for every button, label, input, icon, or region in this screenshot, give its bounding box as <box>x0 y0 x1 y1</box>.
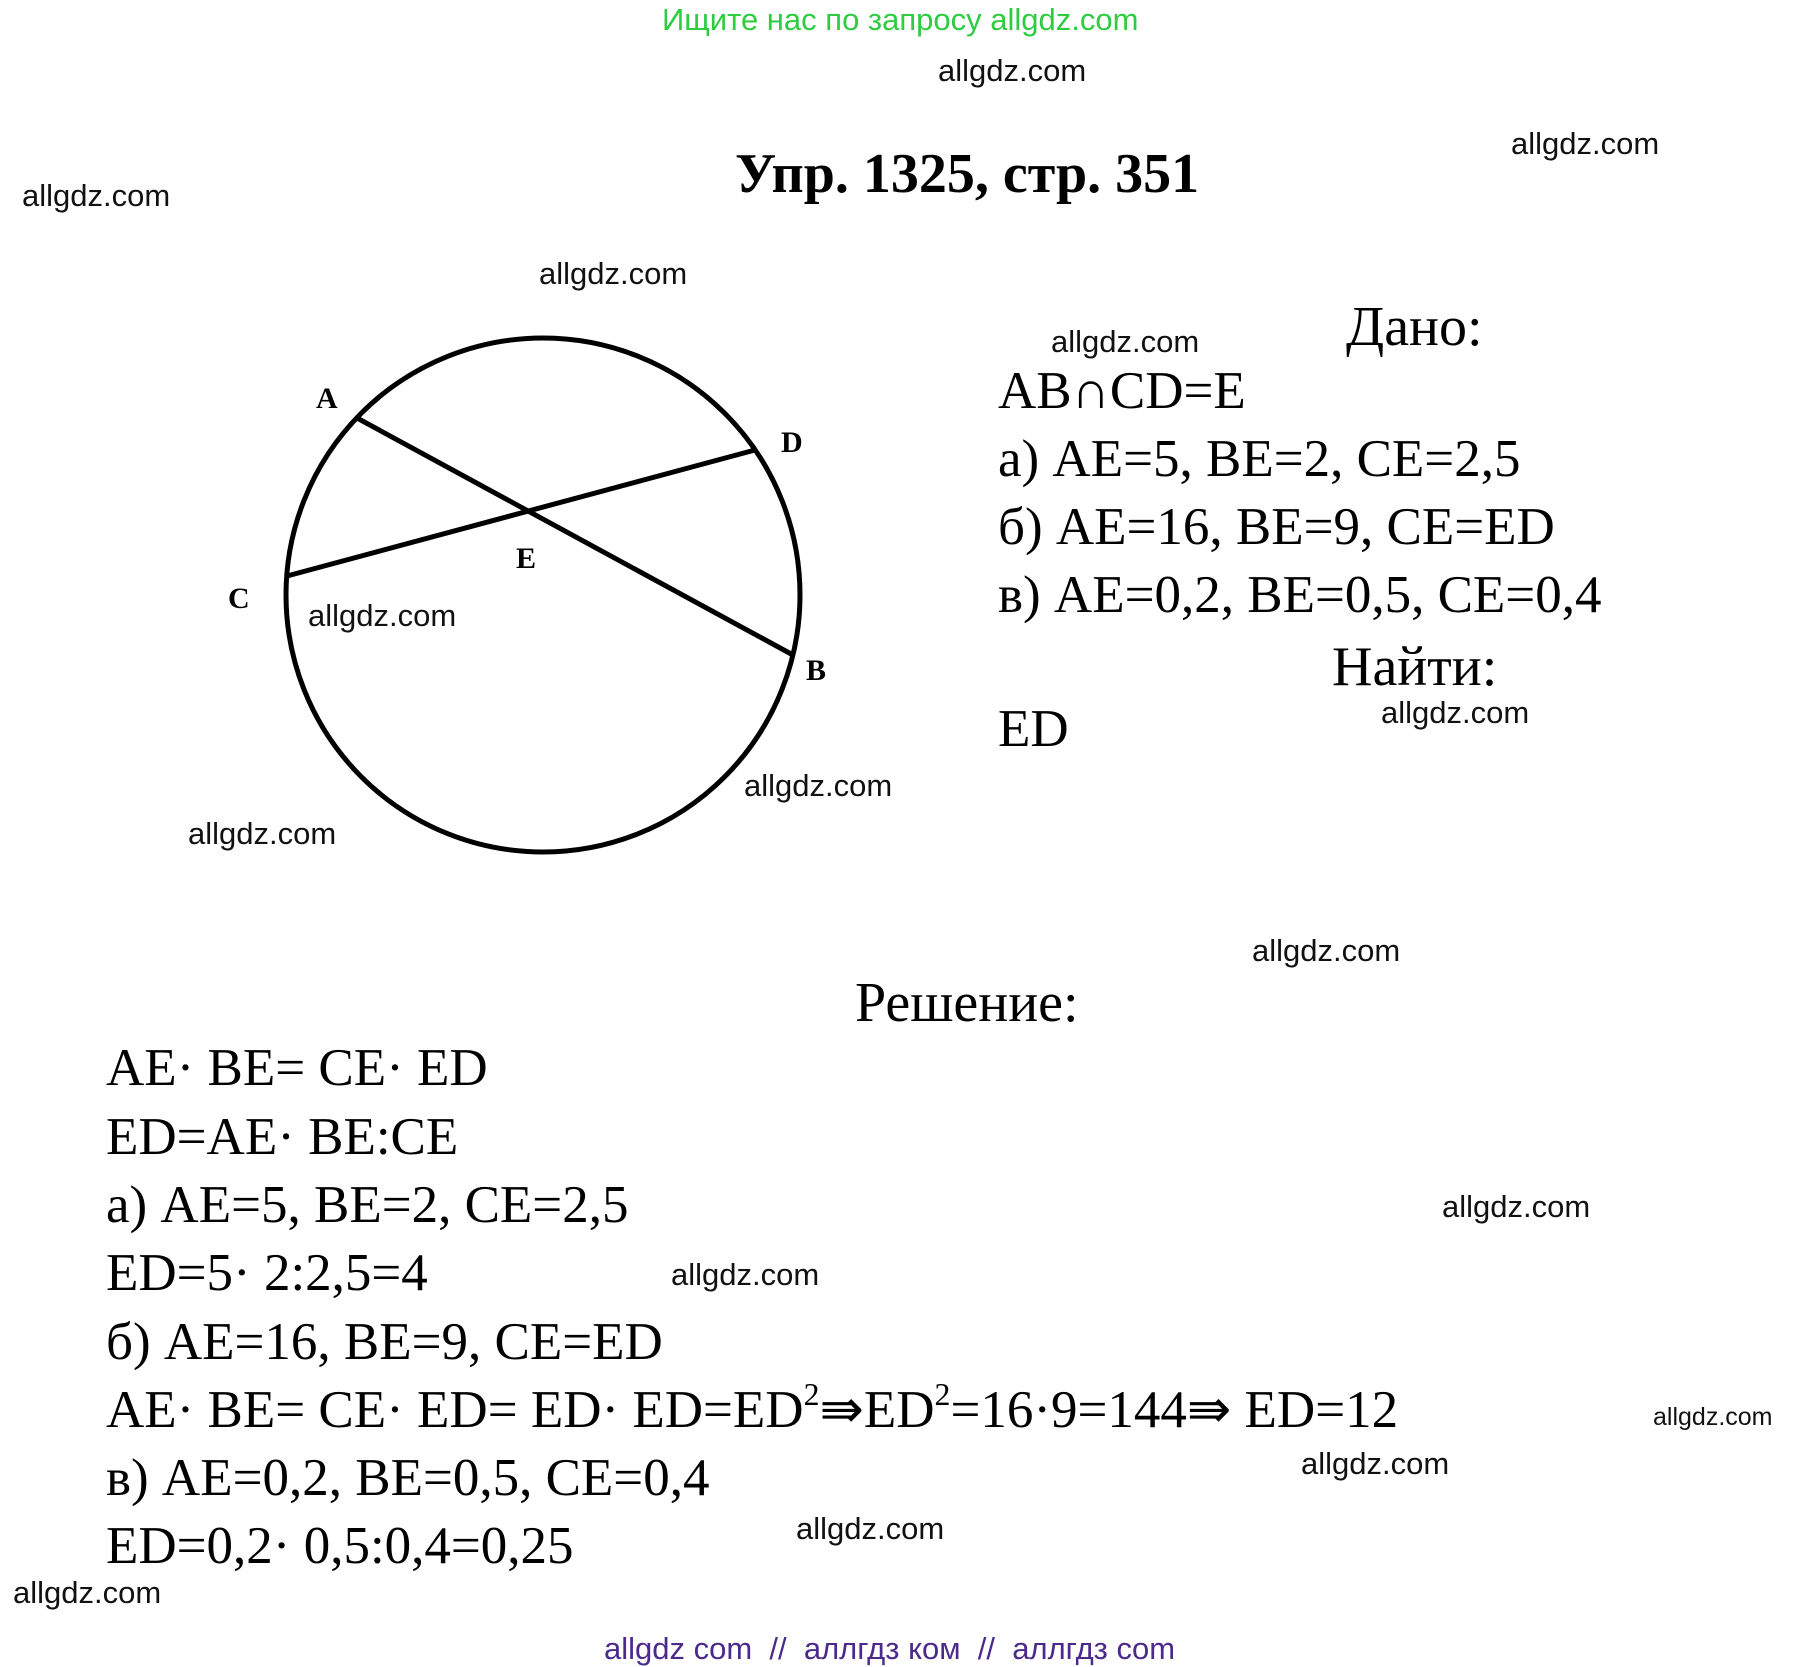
solution-heading: Решение: <box>855 972 1079 1034</box>
point-label-b: B <box>806 654 827 687</box>
chord-ab <box>357 418 793 655</box>
given-heading: Дано: <box>1346 296 1483 358</box>
solution-line: а) AE=5, BE=2, CE=2,5 <box>106 1176 629 1234</box>
solution-line: в) AE=0,2, BE=0,5, CE=0,4 <box>106 1449 710 1507</box>
given-line: в) AE=0,2, BE=0,5, CE=0,4 <box>998 566 1602 624</box>
watermark: allgdz.com <box>188 816 337 851</box>
watermark: allgdz.com <box>1301 1446 1450 1481</box>
footer-text: allgdz com // аллгдз ком // аллгдз com <box>604 1631 1176 1666</box>
watermark: allgdz.com <box>1442 1189 1591 1224</box>
circle <box>286 338 800 852</box>
given-line: а) AE=5, BE=2, CE=2,5 <box>998 430 1521 488</box>
equation-part: =16·9=144⇛ ED=12 <box>950 1381 1399 1439</box>
find-value: ED <box>998 700 1069 758</box>
watermark: allgdz.com <box>539 256 688 291</box>
top-banner: Ищите нас по запросу allgdz.com <box>662 2 1139 37</box>
solution-line: ED=5· 2:2,5=4 <box>106 1244 428 1302</box>
solution-line: ED=AE· BE:CE <box>106 1108 459 1166</box>
watermark: allgdz.com <box>744 768 893 803</box>
solution-line: AE· BE= CE· ED <box>106 1039 488 1097</box>
point-label-c: C <box>228 582 250 615</box>
page-title: Упр. 1325, стр. 351 <box>735 143 1200 205</box>
watermark: allgdz.com <box>13 1575 162 1610</box>
watermark: allgdz.com <box>938 53 1087 88</box>
point-label-a: A <box>316 382 338 415</box>
watermark: allgdz.com <box>671 1257 820 1292</box>
solution-line: ED=0,2· 0,5:0,4=0,25 <box>106 1517 574 1575</box>
solution-line: б) AE=16, BE=9, CE=ED <box>106 1313 663 1371</box>
watermark: allgdz.com <box>1381 695 1530 730</box>
watermark: allgdz.com <box>1051 324 1200 359</box>
watermark: allgdz.com <box>1511 126 1660 161</box>
point-label-e: E <box>516 542 537 575</box>
point-label-d: D <box>781 426 803 459</box>
watermark: allgdz.com <box>796 1511 945 1546</box>
given-line: AB∩CD=E <box>998 362 1246 420</box>
solution-line-equation <box>106 1376 1399 1439</box>
superscript: 2 <box>934 1376 951 1412</box>
equation-part: ⇛ED <box>819 1381 935 1439</box>
given-line: б) AE=16, BE=9, CE=ED <box>998 498 1555 556</box>
superscript: 2 <box>803 1376 820 1412</box>
watermark: allgdz.com <box>1252 933 1401 968</box>
equation-part: AE· BE= CE· ED= ED· ED=ED <box>106 1381 804 1439</box>
watermark: allgdz.com <box>308 598 457 633</box>
watermark: allgdz.com <box>22 178 171 213</box>
watermark: allgdz.com <box>1653 1403 1773 1431</box>
find-heading: Найти: <box>1332 636 1498 698</box>
